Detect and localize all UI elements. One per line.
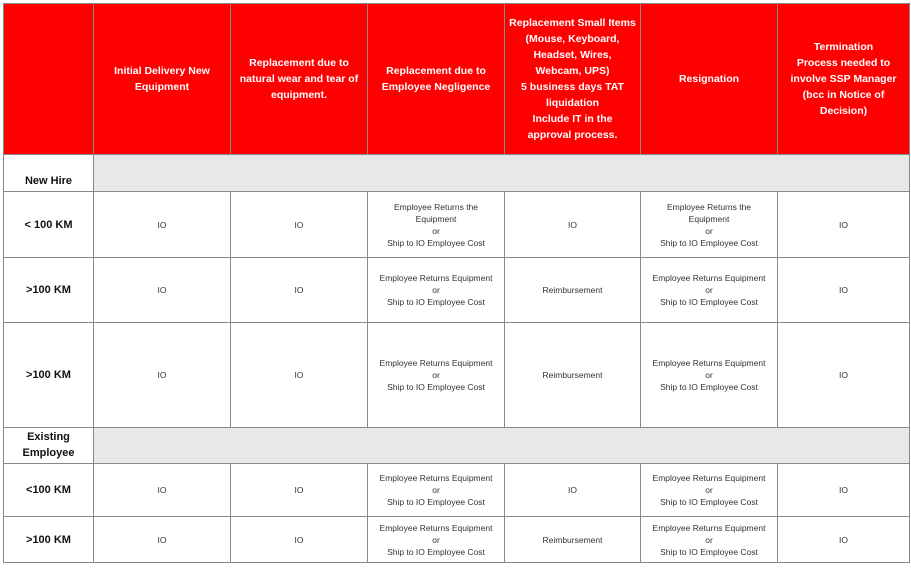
- table-cell: [505, 323, 641, 428]
- cell-line: or: [705, 370, 713, 380]
- cell-line: IO: [568, 219, 577, 230]
- header-line: (bcc in Notice of: [802, 89, 885, 101]
- cell-line: Ship to IO Employee Cost: [660, 297, 758, 307]
- cell-line: IO: [157, 370, 167, 380]
- table-cell: [368, 464, 505, 517]
- cell-line: Employee Returns Equipment: [379, 273, 493, 283]
- table-row: [4, 192, 910, 258]
- header-line: Webcam, UPS): [535, 65, 610, 77]
- header-natural-wear: [231, 4, 368, 155]
- table-cell: [368, 323, 505, 428]
- table-cell: [94, 192, 231, 258]
- row-label: <100 KM: [4, 464, 94, 517]
- table-cell: [94, 323, 231, 428]
- header-line: Process needed to: [796, 57, 891, 69]
- table-cell: [505, 464, 641, 517]
- table-cell: [778, 323, 910, 428]
- cell-line: Employee Returns Equipment: [379, 473, 493, 483]
- cell-line: IO: [294, 370, 304, 380]
- cell-line: IO: [568, 485, 577, 495]
- table-cell: [505, 192, 641, 258]
- row-label: >100 KM: [4, 517, 94, 563]
- header-line: Replacement Small Items: [509, 17, 636, 29]
- cell-line: IO: [157, 534, 167, 545]
- header-line: Employee Negligence: [381, 81, 491, 93]
- table-cell: [778, 464, 910, 517]
- section-row-new-hire: [4, 155, 910, 192]
- table-cell: [778, 517, 910, 563]
- cell-line: IO: [157, 219, 167, 230]
- table-cell: [231, 517, 368, 563]
- section-label-existing-employee: Existing Employee: [4, 428, 94, 464]
- header-line: Replacement due to: [386, 65, 486, 77]
- header-termination: [778, 4, 910, 155]
- cell-line: IO: [839, 534, 848, 545]
- table-cell: [641, 192, 778, 258]
- table-cell: [778, 258, 910, 323]
- header-line: equipment.: [270, 89, 327, 101]
- table-cell: [641, 464, 778, 517]
- cell-line: Employee Returns Equipment: [652, 473, 766, 483]
- row-label: >100 KM: [4, 258, 94, 323]
- table-row: [4, 323, 910, 428]
- cell-line: or: [432, 534, 440, 545]
- cell-line: Ship to IO Employee Cost: [660, 546, 758, 557]
- header-line: approval process.: [527, 129, 618, 141]
- header-initial-delivery: [94, 4, 231, 155]
- header-line: natural wear and tear of: [239, 73, 359, 85]
- cell-line: Equipment: [688, 213, 730, 224]
- section-band: [94, 428, 910, 464]
- table-cell: [231, 323, 368, 428]
- cell-line: Reimbursement: [542, 534, 603, 545]
- header-line: liquidation: [545, 97, 600, 109]
- header-line: Termination: [813, 41, 874, 53]
- header-employee-negligence: [368, 4, 505, 155]
- cell-line: Ship to IO Employee Cost: [387, 382, 485, 392]
- cell-line: IO: [839, 485, 848, 495]
- table-cell: [368, 258, 505, 323]
- section-label-new-hire: New Hire: [4, 155, 94, 192]
- cell-line: IO: [294, 285, 304, 295]
- cell-line: Ship to IO Employee Cost: [387, 546, 485, 557]
- cell-line: Ship to IO Employee Cost: [660, 382, 758, 392]
- row-label: >100 KM: [4, 323, 94, 428]
- cell-line: Employee Returns Equipment: [379, 522, 493, 533]
- cell-line: IO: [839, 219, 848, 230]
- table-cell: [641, 323, 778, 428]
- header-line: Decision): [819, 105, 868, 117]
- header-line: Replacement due to: [249, 57, 349, 69]
- table-cell: [231, 192, 368, 258]
- table-row: [4, 258, 910, 323]
- table-cell: [505, 517, 641, 563]
- cell-line: Reimbursement: [542, 370, 603, 380]
- cell-line: Ship to IO Employee Cost: [660, 237, 758, 248]
- header-line: Initial Delivery New: [114, 65, 210, 77]
- cell-line: IO: [294, 219, 304, 230]
- cell-line: or: [432, 285, 440, 295]
- table-cell: [368, 192, 505, 258]
- cell-line: IO: [294, 534, 304, 545]
- cell-line: Ship to IO Employee Cost: [387, 497, 485, 507]
- table-cell: [778, 192, 910, 258]
- table-cell: [231, 258, 368, 323]
- table-row: [4, 464, 910, 517]
- cell-line: Ship to IO Employee Cost: [387, 237, 485, 248]
- cell-line: Ship to IO Employee Cost: [660, 497, 758, 507]
- table-cell: [94, 464, 231, 517]
- header-row: [4, 4, 910, 155]
- table-cell: [94, 517, 231, 563]
- cell-line: Employee Returns the: [393, 201, 479, 212]
- header-line: Resignation: [678, 73, 740, 85]
- cell-line: IO: [294, 485, 304, 495]
- table-cell: [641, 258, 778, 323]
- cell-line: IO: [839, 285, 848, 295]
- header-resignation: [641, 4, 778, 155]
- header-line: involve SSP Manager: [790, 73, 897, 85]
- header-line: Equipment: [134, 81, 190, 93]
- row-label: < 100 KM: [4, 192, 94, 258]
- cell-line: IO: [839, 370, 848, 380]
- table-row: [4, 517, 910, 563]
- cell-line: or: [432, 370, 440, 380]
- cell-line: or: [705, 485, 713, 495]
- section-row-existing-employee: [4, 428, 910, 464]
- cell-line: Employee Returns the: [666, 201, 752, 212]
- table-cell: [505, 258, 641, 323]
- cell-line: or: [432, 485, 440, 495]
- equipment-policy-table: [3, 3, 910, 563]
- cell-line: Employee Returns Equipment: [652, 522, 766, 533]
- cell-line: Employee Returns Equipment: [652, 273, 766, 283]
- table-cell: [94, 258, 231, 323]
- header-line: (Mouse, Keyboard,: [525, 33, 620, 45]
- header-small-items: [505, 4, 641, 155]
- header-line: Headset, Wires,: [533, 49, 612, 61]
- table-cell: [231, 464, 368, 517]
- cell-line: or: [432, 225, 440, 236]
- header-line: Include IT in the: [532, 113, 613, 125]
- table-cell: [368, 517, 505, 563]
- cell-line: Employee Returns Equipment: [652, 358, 766, 368]
- cell-line: IO: [157, 485, 167, 495]
- cell-line: Equipment: [415, 213, 457, 224]
- cell-line: Employee Returns Equipment: [379, 358, 493, 368]
- cell-line: Reimbursement: [542, 285, 603, 295]
- header-corner-cell: [4, 4, 94, 155]
- cell-line: or: [705, 225, 713, 236]
- header-line: 5 business days TAT: [521, 81, 624, 93]
- cell-line: or: [705, 534, 713, 545]
- section-band: [94, 155, 910, 192]
- cell-line: IO: [157, 285, 167, 295]
- cell-line: or: [705, 285, 713, 295]
- table-cell: [641, 517, 778, 563]
- cell-line: Ship to IO Employee Cost: [387, 297, 485, 307]
